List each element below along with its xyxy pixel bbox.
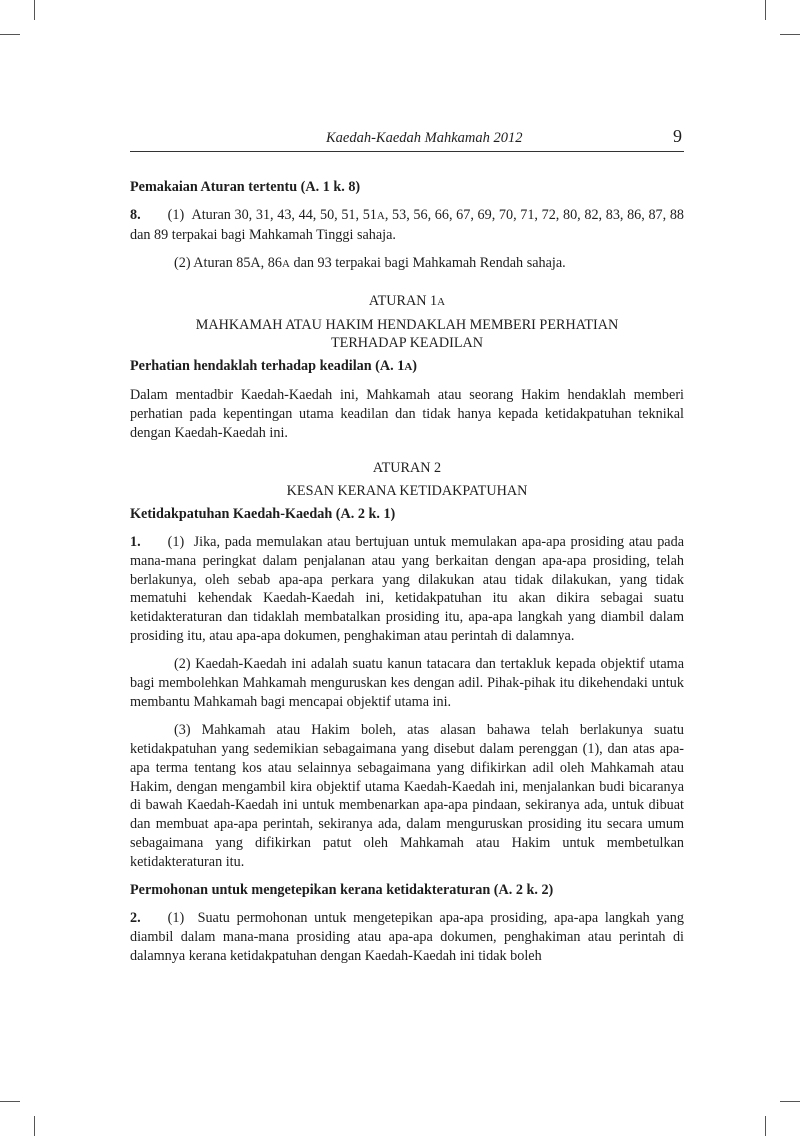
small-caps-suffix: A — [376, 209, 385, 222]
rule-8-para-1 — [130, 206, 684, 245]
rule-number: 8. — [130, 206, 141, 223]
crop-mark — [780, 34, 800, 35]
subrule-number: (1) — [167, 533, 185, 550]
order-title-line-2: TERHADAP KEADILAN — [331, 335, 483, 352]
order-title: MAHKAMAH ATAU HAKIM HENDAKLAH MEMBERI PERHATIAN — [195, 316, 619, 333]
order-1a-text: Dalam mentadbir Kaedah-Kaedah ini, Mahkamah atau seorang Hakim hendaklah memberi perhatian pada kepentingan utama keadilan dan tidak hanya kepada ketidakpatuhan teknikal dengan Kaedah-Kaedah ini. — [130, 387, 684, 442]
small-caps-suffix: A — [437, 295, 446, 308]
order-title: KESAN KERANA KETIDAKPATUHAN — [286, 482, 528, 499]
order-label: ATURAN 1A — [368, 292, 446, 309]
rule-1-para-2: (2) Kaedah-Kaedah ini adalah suatu kanun tatacara dan tertakluk kepada objektif utama bagi membolehkan Mahkamah menguruskan kes dengan adil. Pihak-pihak itu dikehendaki untuk membantu Mahkamah bagi mencapai objektif utama ini. — [130, 656, 684, 710]
section-heading: Permohonan untuk mengetepikan kerana ketidakteraturan (A. 2 k. 2) — [130, 882, 554, 899]
rule-text: dan 93 terpakai bagi Mahkamah Rendah sahaja. — [289, 254, 566, 271]
crop-mark — [34, 1116, 35, 1136]
rule-1-para-3: (3) Mahkamah atau Hakim boleh, atas alasan bahawa telah berlakunya suatu ketidakpatuhan yang sedemikian sebagaimana yang disebut dalam perenggan (1), dan atas apa-apa terma tentang kos atau selainnya sebagaimana yang difikirkan adil oleh Mahkamah atau Hakim, dengan mengambil kira objektif utama Kaedah-Kaedah ini, menjalankan budi bicaranya di bawah Kaedah-Kaedah ini untuk membenarkan apa-apa pindaan, sekiranya ada, untuk dibuat dan membuat apa-apa perintah, sekiranya ada, dalam menguruskan prosiding itu secara umum sebagaimana yang difikirkan patut oleh Mahkamah atau Hakim untuk membetulkan ketidakteraturan itu. — [130, 721, 684, 871]
section-heading: Ketidakpatuhan Kaedah-Kaedah (A. 2 k. 1) — [130, 505, 396, 522]
rule-text: , 53, 56, 66, 67, 69, 70, 71, 72, 80, 82, 83, 86, 87, 88 dan 89 terpakai bagi Mahkamah Tinggi sahaja. — [130, 206, 685, 243]
section-heading: Perhatian hendaklah terhadap keadilan (A. 1A) — [130, 358, 418, 375]
subrule-number: (1) — [167, 910, 185, 926]
rule-8-para-2 — [130, 254, 684, 274]
crop-mark — [0, 34, 20, 35]
rule-text: Suatu permohonan untuk mengetepikan apa-apa prosiding, apa-apa langkah yang diambil dalam mana-mana prosiding atau apa-apa dokumen, penghakiman atau perintah di dalamnya kerana ketidakpatuhan dengan Kaedah-Kaedah ini tidak boleh — [130, 910, 684, 964]
crop-mark — [0, 1101, 20, 1102]
page-body — [130, 178, 684, 975]
small-caps-suffix: A — [281, 257, 290, 270]
rule-text: (2) Aturan 85A, 86 — [174, 254, 282, 271]
header-title: Kaedah-Kaedah Mahkamah 2012 — [326, 130, 523, 146]
running-header — [130, 126, 684, 152]
page-number: 9 — [673, 126, 682, 146]
order-label: ATURAN 2 — [372, 459, 442, 476]
subrule-number: (1) — [167, 206, 185, 223]
rule-2-para-1 — [130, 909, 684, 966]
crop-mark — [765, 0, 766, 20]
crop-mark — [765, 1116, 766, 1136]
crop-mark — [34, 0, 35, 20]
rule-1-para-1 — [130, 533, 684, 646]
rule-number: 1. — [130, 533, 141, 550]
section-heading: Pemakaian Aturan tertentu (A. 1 k. 8) — [130, 179, 361, 195]
rule-text: Jika, pada memulakan atau bertujuan untuk memulakan apa-apa prosiding atau pada mana-mana peringkat dalam penjalanan atau yang berkaitan dengan apa-apa prosiding, telah berlakunya, oleh sebab apa-apa perkara yang dilakukan atau tidak dilakukan, yang tidak mematuhi kehendak Kaedah-Kaedah ini, ketidakpatuhan itu akan dikira sebagai suatu ketidakteraturan dan tidaklah membatalkan prosiding itu, apa-apa langkah yang diambil dalam prosiding itu, atau apa-apa dokumen, penghakiman atau perintah di dalamnya. — [130, 533, 684, 645]
crop-mark — [780, 1101, 800, 1102]
small-caps-suffix: A — [404, 361, 413, 374]
rule-number: 2. — [130, 910, 141, 926]
rule-text: Aturan 30, 31, 43, 44, 50, 51, 51 — [191, 206, 377, 223]
